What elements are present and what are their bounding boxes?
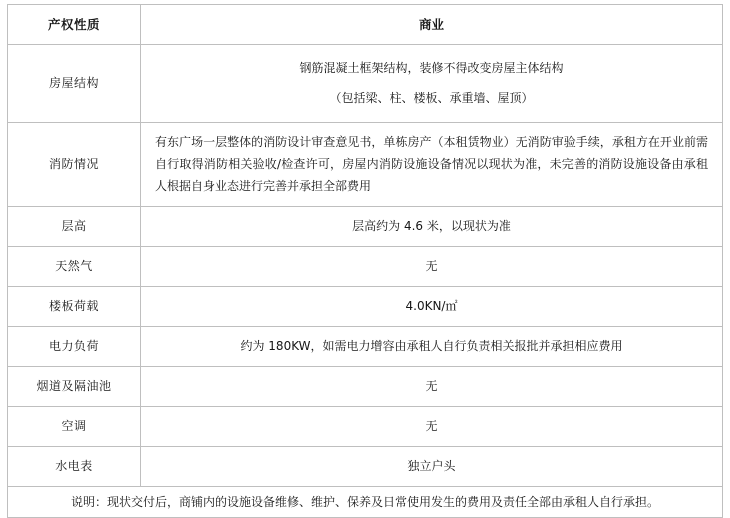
table-row (8, 206, 723, 246)
building-structure-sub: （包括梁、柱、楼板、承重墙、屋顶） (329, 91, 534, 105)
table-row (8, 123, 723, 207)
table-row (8, 45, 723, 123)
row-label-property-nature: 产权性质 (8, 5, 141, 45)
property-spec-table (7, 4, 723, 518)
table-row (8, 246, 723, 286)
row-label-air-conditioning: 空调 (8, 406, 141, 446)
table-footer-row (8, 486, 723, 518)
row-value-floor-height: 层高约为 4.6 米，以现状为准 (141, 206, 723, 246)
row-label-power-load: 电力负荷 (8, 326, 141, 366)
row-value-floor-load: 4.0KN/㎡ (141, 286, 723, 326)
row-label-floor-load: 楼板荷载 (8, 286, 141, 326)
table-row (8, 5, 723, 45)
row-label-flue-grease-trap: 烟道及隔油池 (8, 366, 141, 406)
row-label-fire-protection: 消防情况 (8, 123, 141, 207)
row-label-floor-height: 层高 (8, 206, 141, 246)
footer-note: 说明：现状交付后，商铺内的设施设备维修、维护、保养及日常使用发生的费用及责任全部由承租人自行承担。 (8, 486, 723, 518)
table-row (8, 326, 723, 366)
row-value-building-structure (141, 45, 723, 123)
row-value-water-electric-meter: 独立户头 (141, 446, 723, 486)
row-value-power-load: 约为 180KW，如需电力增容由承租人自行负责相关报批并承担相应费用 (141, 326, 723, 366)
table-row (8, 406, 723, 446)
row-value-flue-grease-trap: 无 (141, 366, 723, 406)
table-row (8, 446, 723, 486)
row-label-water-electric-meter: 水电表 (8, 446, 141, 486)
table-row (8, 366, 723, 406)
table-row (8, 286, 723, 326)
row-value-property-nature: 商业 (141, 5, 723, 45)
row-label-building-structure: 房屋结构 (8, 45, 141, 123)
row-value-natural-gas: 无 (141, 246, 723, 286)
row-value-air-conditioning: 无 (141, 406, 723, 446)
row-value-fire-protection: 有东广场一层整体的消防设计审查意见书，单栋房产（本租赁物业）无消防审验手续，承租方在开业前需自行取得消防相关验收/检查许可，房屋内消防设施设备情况以现状为准，未完善的消防设施设备由承租人根据自身业态进行完善并承担全部费用 (141, 123, 723, 207)
row-label-natural-gas: 天然气 (8, 246, 141, 286)
building-structure-main: 钢筋混凝土框架结构，装修不得改变房屋主体结构 (299, 61, 564, 76)
